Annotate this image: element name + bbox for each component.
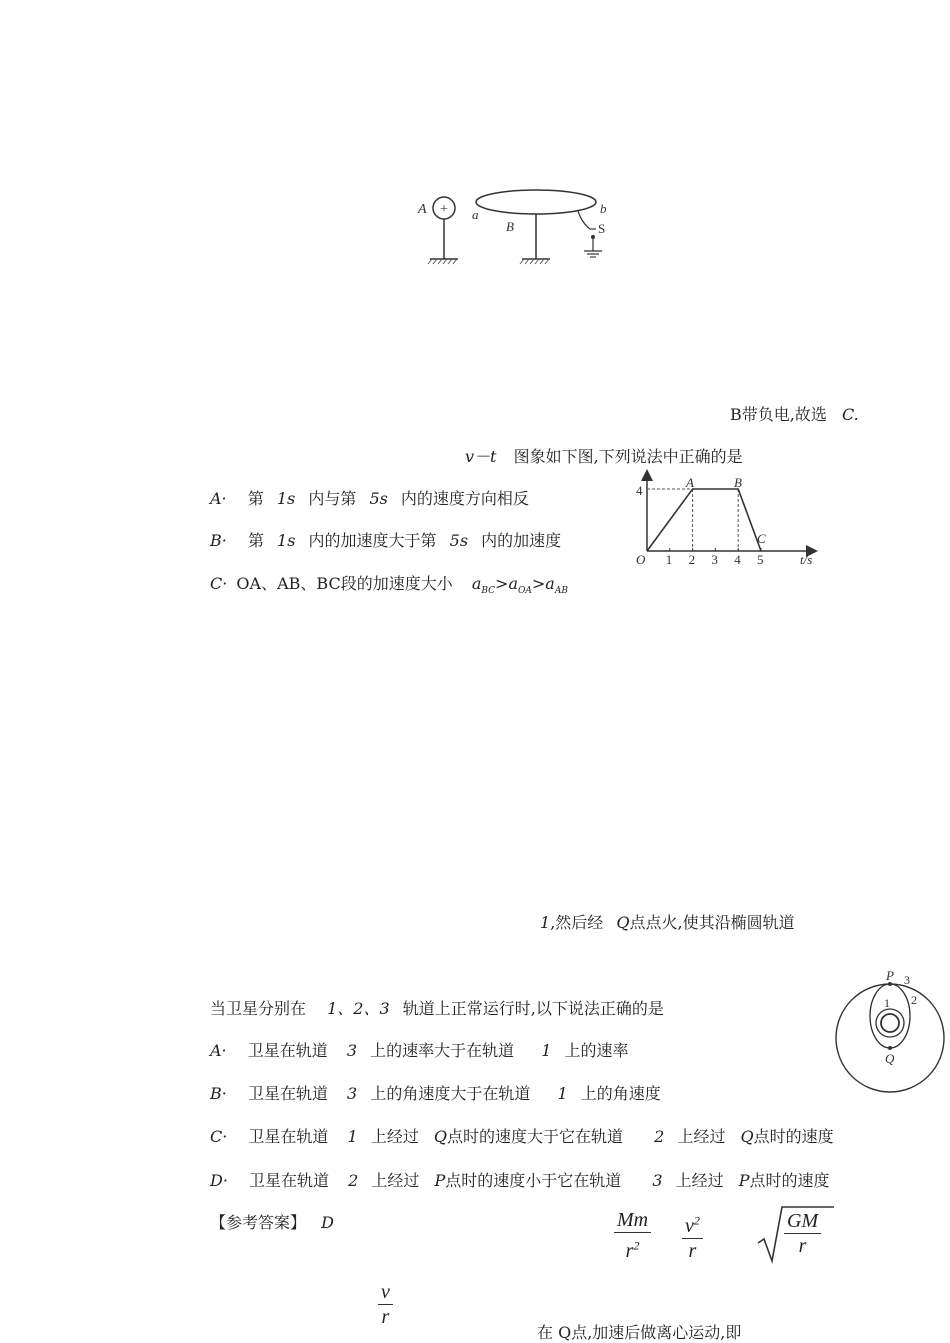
q3-option-c: [210, 1127, 834, 1147]
label-end-b: b: [600, 201, 607, 216]
option-text: 上经过: [370, 1127, 419, 1146]
option-text: 内的加速度: [481, 531, 562, 550]
label-q: Q: [885, 1051, 895, 1066]
option-text: 点时的速度小于它在轨道: [445, 1171, 622, 1190]
orbit-number: 2: [348, 1171, 359, 1190]
option-text: OA、AB、BC段的加速度大小: [236, 574, 453, 593]
q3-text: 在 Q点,加速后做离心运动,即: [537, 1323, 742, 1342]
option-text: 卫星在轨道: [249, 1171, 330, 1190]
option-var: 5s: [449, 531, 469, 550]
x-tick-label: 1: [665, 552, 673, 567]
accel-a: a: [471, 574, 482, 593]
point-p: P: [738, 1171, 750, 1190]
option-letter: A·: [210, 489, 227, 508]
option-letter: C·: [210, 574, 228, 593]
origin-label: O: [636, 552, 646, 567]
q3-answer: [210, 1213, 334, 1233]
q2-stem-text: 图象如下图,下列说法中正确的是: [513, 447, 743, 466]
orbit-number: 1: [557, 1084, 568, 1103]
x-tick-label: 5: [757, 552, 764, 567]
label-3: 3: [904, 973, 910, 987]
fraction-denominator: r: [798, 1235, 807, 1257]
formula-angular: [378, 1280, 393, 1329]
point-label-c: C: [757, 531, 766, 546]
q3-line1: [540, 913, 795, 933]
option-var: 1s: [276, 489, 296, 508]
q3-option-d: [210, 1171, 830, 1191]
q1-answer-choice: C.: [841, 405, 859, 424]
option-letter: B·: [210, 531, 227, 550]
orbit-number: 1: [347, 1127, 358, 1146]
label-end-a: a: [472, 207, 479, 222]
formula-centripetal: [682, 1208, 703, 1263]
q3-text: ,然后经: [550, 913, 604, 932]
option-letter: C·: [210, 1127, 228, 1146]
option-text: 点时的速度: [753, 1127, 834, 1146]
option-letter: A·: [210, 1041, 227, 1060]
accel-a: a: [508, 574, 518, 593]
q2-option-c: [210, 574, 568, 601]
fraction-numerator: v: [378, 1280, 393, 1305]
q3-option-b: [210, 1084, 661, 1104]
accel-inequality: $a_{BC}>a_{OA}>a_{AB}$: [471, 574, 568, 597]
accel-sub: OA: [517, 586, 532, 597]
q2-stem-var: v－t: [465, 447, 497, 466]
orbit-number: 1: [541, 1041, 552, 1060]
orbit-figure: [834, 966, 948, 1096]
fraction-numerator: GM: [784, 1209, 821, 1234]
option-text: 内与第: [308, 489, 357, 508]
fraction-denominator: r: [688, 1239, 697, 1262]
option-text: 第: [247, 489, 264, 508]
option-text: 上经过: [371, 1171, 420, 1190]
orbit-2-ellipse: [870, 984, 910, 1048]
q1-answer: [730, 405, 859, 425]
q3-option-a: [210, 1041, 629, 1061]
fraction-denominator: [614, 1233, 651, 1263]
orbit-number: 1: [540, 913, 551, 932]
option-text: 内的加速度大于第: [308, 531, 437, 550]
q3-text: 轨道上正常运行时,以下说法正确的是: [402, 999, 664, 1018]
x-tick-label: 2: [688, 552, 696, 567]
option-text: 上的速率大于在轨道: [370, 1041, 515, 1060]
option-text: 上的角速度大于在轨道: [370, 1084, 531, 1103]
sphere-plus-sign: +: [440, 202, 448, 217]
fraction-term: $r^2$: [625, 1238, 640, 1262]
accel-sub: BC: [481, 586, 496, 597]
x-axis-label: t/s: [800, 552, 813, 567]
orbit-numbers: 1、2、3: [327, 999, 390, 1018]
point-q: Q: [740, 1127, 754, 1146]
option-text: 点时的速度大于它在轨道: [447, 1127, 624, 1146]
q2-stem: [465, 447, 743, 467]
fraction-denominator: r: [381, 1306, 390, 1328]
option-text: 上的角速度: [580, 1084, 661, 1103]
formula-sqrt: [756, 1203, 836, 1265]
label-body-b: B: [506, 219, 514, 234]
option-text: 上经过: [677, 1127, 726, 1146]
point-label-b: B: [734, 475, 742, 490]
point-p: P: [434, 1171, 446, 1190]
q2-option-b: [210, 531, 561, 551]
q3-bottom-text: [537, 1323, 741, 1343]
orbit-number: 2: [654, 1127, 665, 1146]
label-sphere-a: A: [418, 202, 427, 217]
orbit-number: 3: [652, 1171, 663, 1190]
option-text: 卫星在轨道: [248, 1127, 329, 1146]
point-q: Q: [616, 913, 630, 932]
planet: [881, 1014, 899, 1032]
x-tick-label: 4: [734, 552, 741, 567]
label-p: P: [886, 968, 894, 983]
option-text: 卫星在轨道: [247, 1041, 328, 1060]
accel-a: a: [545, 574, 555, 593]
exponent: 2: [633, 1238, 640, 1252]
label-2: 2: [911, 993, 917, 1007]
q1-answer-text: B带负电,故选: [730, 405, 827, 424]
option-var: 1s: [277, 531, 296, 550]
option-letter: B·: [210, 1084, 227, 1103]
label-switch-s: S: [598, 221, 606, 236]
electroscope-figure: [410, 185, 625, 270]
option-text: 内的速度方向相反: [400, 489, 529, 508]
fraction-numerator: [682, 1208, 703, 1239]
exponent: 2: [693, 1213, 700, 1227]
q3-text: 当卫星分别在: [210, 999, 307, 1018]
orbit-number: 3: [347, 1084, 358, 1103]
vt-chart: [630, 468, 825, 568]
y-tick-label: 4: [636, 483, 643, 498]
option-text: 上的速率: [564, 1041, 629, 1060]
q2-option-a: [210, 489, 529, 509]
series-line: [647, 489, 761, 551]
fraction-term: $v^2$: [685, 1213, 700, 1237]
point-q: Q: [433, 1127, 448, 1146]
option-text: 上经过: [675, 1171, 724, 1190]
point-label-a: A: [686, 475, 694, 490]
x-tick-label: 3: [711, 552, 718, 567]
option-text: 点时的速度: [749, 1171, 830, 1190]
option-letter: D·: [210, 1171, 228, 1190]
answer-value: D: [321, 1213, 334, 1232]
answer-label: 【参考答案】: [210, 1213, 307, 1232]
orbit-3-circle: [836, 984, 944, 1092]
orbit-number: 3: [346, 1041, 358, 1060]
option-var: 5s: [369, 489, 388, 508]
formula-gravity: [614, 1208, 651, 1263]
option-text: 第: [247, 531, 264, 550]
option-text: 卫星在轨道: [247, 1084, 328, 1103]
q3-text: 点点火,使其沿椭圆轨道: [629, 913, 795, 932]
accel-sub: AB: [554, 586, 568, 597]
fraction-numerator: Mm: [614, 1208, 651, 1233]
label-1: 1: [884, 996, 890, 1010]
q3-stem: [210, 999, 664, 1019]
